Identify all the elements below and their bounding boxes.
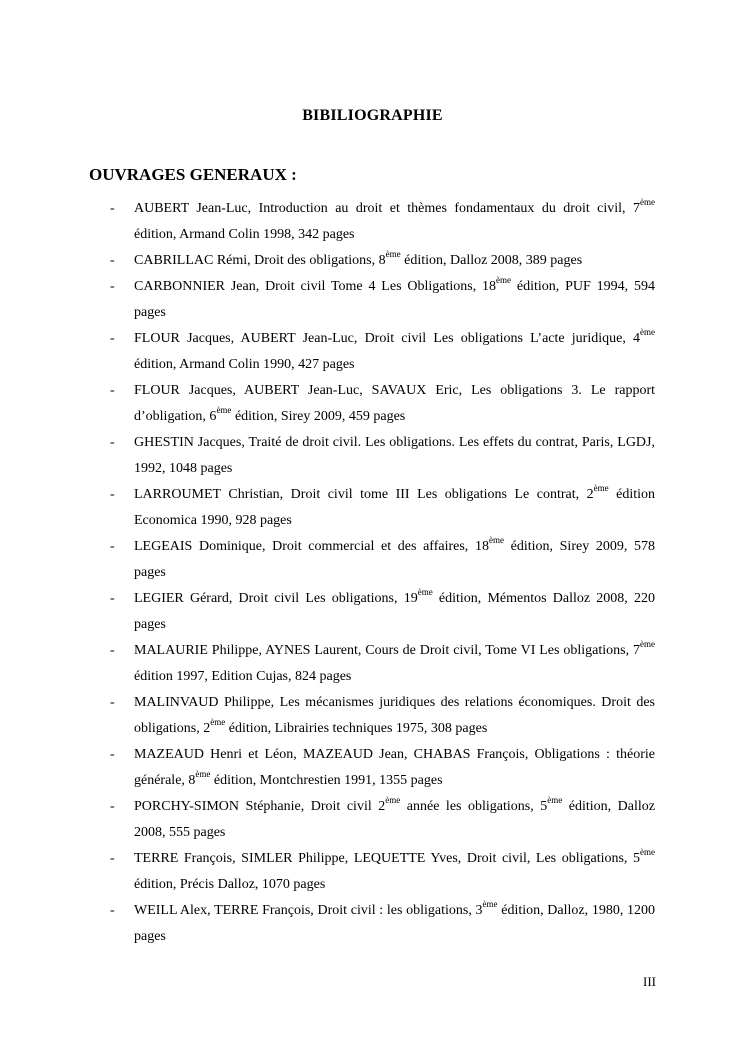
edition-superscript: ème xyxy=(547,795,563,806)
bibliography-list xyxy=(0,196,745,950)
reference-text-continued: édition, Dalloz 2008, 389 pages xyxy=(400,253,583,268)
reference-text: CARBONNIER Jean, Droit civil Tome 4 Les Obligations, 18 xyxy=(134,279,497,294)
reference-text-continued: année les obligations, 5ème édition, Dalloz 2008, 555 pages xyxy=(134,795,655,840)
edition-superscript: ème xyxy=(640,639,655,650)
list-bullet: - xyxy=(110,851,115,866)
reference-text: LEGIER Gérard, Droit civil Les obligations, 19 xyxy=(134,591,418,606)
reference-text-continued: édition, Sirey 2009, 459 pages xyxy=(231,409,406,424)
reference-text: LEGEAIS Dominique, Droit commercial et des affaires, 18 xyxy=(134,539,489,554)
edition-superscript: ème xyxy=(482,899,498,910)
edition-superscript: ème xyxy=(385,249,401,260)
reference-text-continued: édition, Armand Colin 1990, 427 pages xyxy=(134,357,355,372)
list-bullet: - xyxy=(110,903,115,918)
reference-text-continued: édition Economica 1990, 928 pages xyxy=(134,487,656,528)
reference-text-continued: édition, PUF 1994, 594 pages xyxy=(134,279,655,320)
edition-superscript: ème xyxy=(210,717,226,728)
list-bullet: - xyxy=(110,695,115,710)
reference-text-continued: édition, Mémentos Dalloz 2008, 220 pages xyxy=(134,591,656,632)
edition-superscript: ème xyxy=(195,769,211,780)
reference-text: AUBERT Jean-Luc, Introduction au droit et thèmes fondamentaux du droit civil, 7 xyxy=(134,201,640,216)
list-bullet: - xyxy=(110,643,115,658)
reference-text-continued: édition, Montchrestien 1991, 1355 pages xyxy=(210,773,443,788)
reference-text-continued: édition, Armand Colin 1998, 342 pages xyxy=(134,227,355,242)
bibliography-entry xyxy=(0,326,745,378)
bibliography-entry xyxy=(0,196,745,248)
reference-text-continued: édition, Sirey 2009, 578 pages xyxy=(134,539,655,580)
reference-text: LARROUMET Christian, Droit civil tome III Les obligations Le contrat, 2 xyxy=(134,487,594,502)
list-bullet: - xyxy=(110,279,115,294)
bibliography-entry xyxy=(0,248,745,274)
edition-superscript: ème xyxy=(593,483,609,494)
reference-text-continued: édition, Précis Dalloz, 1070 pages xyxy=(134,877,326,892)
reference-text-continued: édition 1997, Edition Cujas, 824 pages xyxy=(134,669,352,684)
bibliography-entry xyxy=(0,742,745,794)
list-bullet: - xyxy=(110,591,115,606)
page-title: BIBILIOGRAPHIE xyxy=(302,107,443,124)
bibliography-entry xyxy=(0,534,745,586)
edition-superscript: ème xyxy=(496,275,512,286)
reference-text: GHESTIN Jacques, Traité de droit civil. Les obligations. Les effets du contrat, Paris, LGDJ, 1992, 1048 pages xyxy=(134,435,655,476)
reference-text: MALINVAUD Philippe, Les mécanismes juridiques des relations économiques. Droit des obligations, 2 xyxy=(134,695,655,736)
reference-text: FLOUR Jacques, AUBERT Jean-Luc, SAVAUX Eric, Les obligations 3. Le rapport d’obligation, 6 xyxy=(134,383,655,424)
bibliography-entry xyxy=(0,898,745,950)
reference-text: CABRILLAC Rémi, Droit des obligations, 8 xyxy=(134,253,386,268)
edition-superscript: ème xyxy=(216,405,232,416)
bibliography-entry xyxy=(0,430,745,482)
list-bullet: - xyxy=(110,383,115,398)
reference-text: WEILL Alex, TERRE François, Droit civil : les obligations, 3 xyxy=(134,903,483,918)
bibliography-entry xyxy=(0,378,745,430)
edition-superscript: ème xyxy=(640,197,655,208)
list-bullet: - xyxy=(110,539,115,554)
list-bullet: - xyxy=(110,331,115,346)
edition-superscript: ème xyxy=(640,327,655,338)
list-bullet: - xyxy=(110,253,115,268)
list-bullet: - xyxy=(110,435,115,450)
edition-superscript: ème xyxy=(385,795,401,806)
bibliography-entry xyxy=(0,274,745,326)
reference-text: FLOUR Jacques, AUBERT Jean-Luc, Droit civil Les obligations L’acte juridique, 4 xyxy=(134,331,640,346)
edition-superscript: ème xyxy=(640,847,655,858)
edition-superscript: ème xyxy=(488,535,504,546)
bibliography-entry xyxy=(0,690,745,742)
list-bullet: - xyxy=(110,747,115,762)
reference-text: MAZEAUD Henri et Léon, MAZEAUD Jean, CHABAS François, Obligations : théorie générale, 8 xyxy=(134,747,655,788)
reference-text: PORCHY-SIMON Stéphanie, Droit civil 2 xyxy=(134,799,386,814)
list-bullet: - xyxy=(110,487,115,502)
bibliography-entry xyxy=(0,586,745,638)
edition-superscript: ème xyxy=(417,587,433,598)
list-bullet: - xyxy=(110,201,115,216)
bibliography-entry xyxy=(0,638,745,690)
page-number: III xyxy=(643,974,656,989)
bibliography-entry xyxy=(0,482,745,534)
reference-text-continued: édition, Librairies techniques 1975, 308 pages xyxy=(225,721,488,736)
bibliography-entry xyxy=(0,846,745,898)
section-heading: OUVRAGES GENERAUX : xyxy=(89,165,297,184)
bibliography-entry xyxy=(0,794,745,846)
reference-text: MALAURIE Philippe, AYNES Laurent, Cours de Droit civil, Tome VI Les obligations, 7 xyxy=(134,643,640,658)
reference-text-continued: édition, Dalloz, 1980, 1200 pages xyxy=(134,903,656,944)
reference-text: TERRE François, SIMLER Philippe, LEQUETTE Yves, Droit civil, Les obligations, 5 xyxy=(134,851,640,866)
list-bullet: - xyxy=(110,799,115,814)
